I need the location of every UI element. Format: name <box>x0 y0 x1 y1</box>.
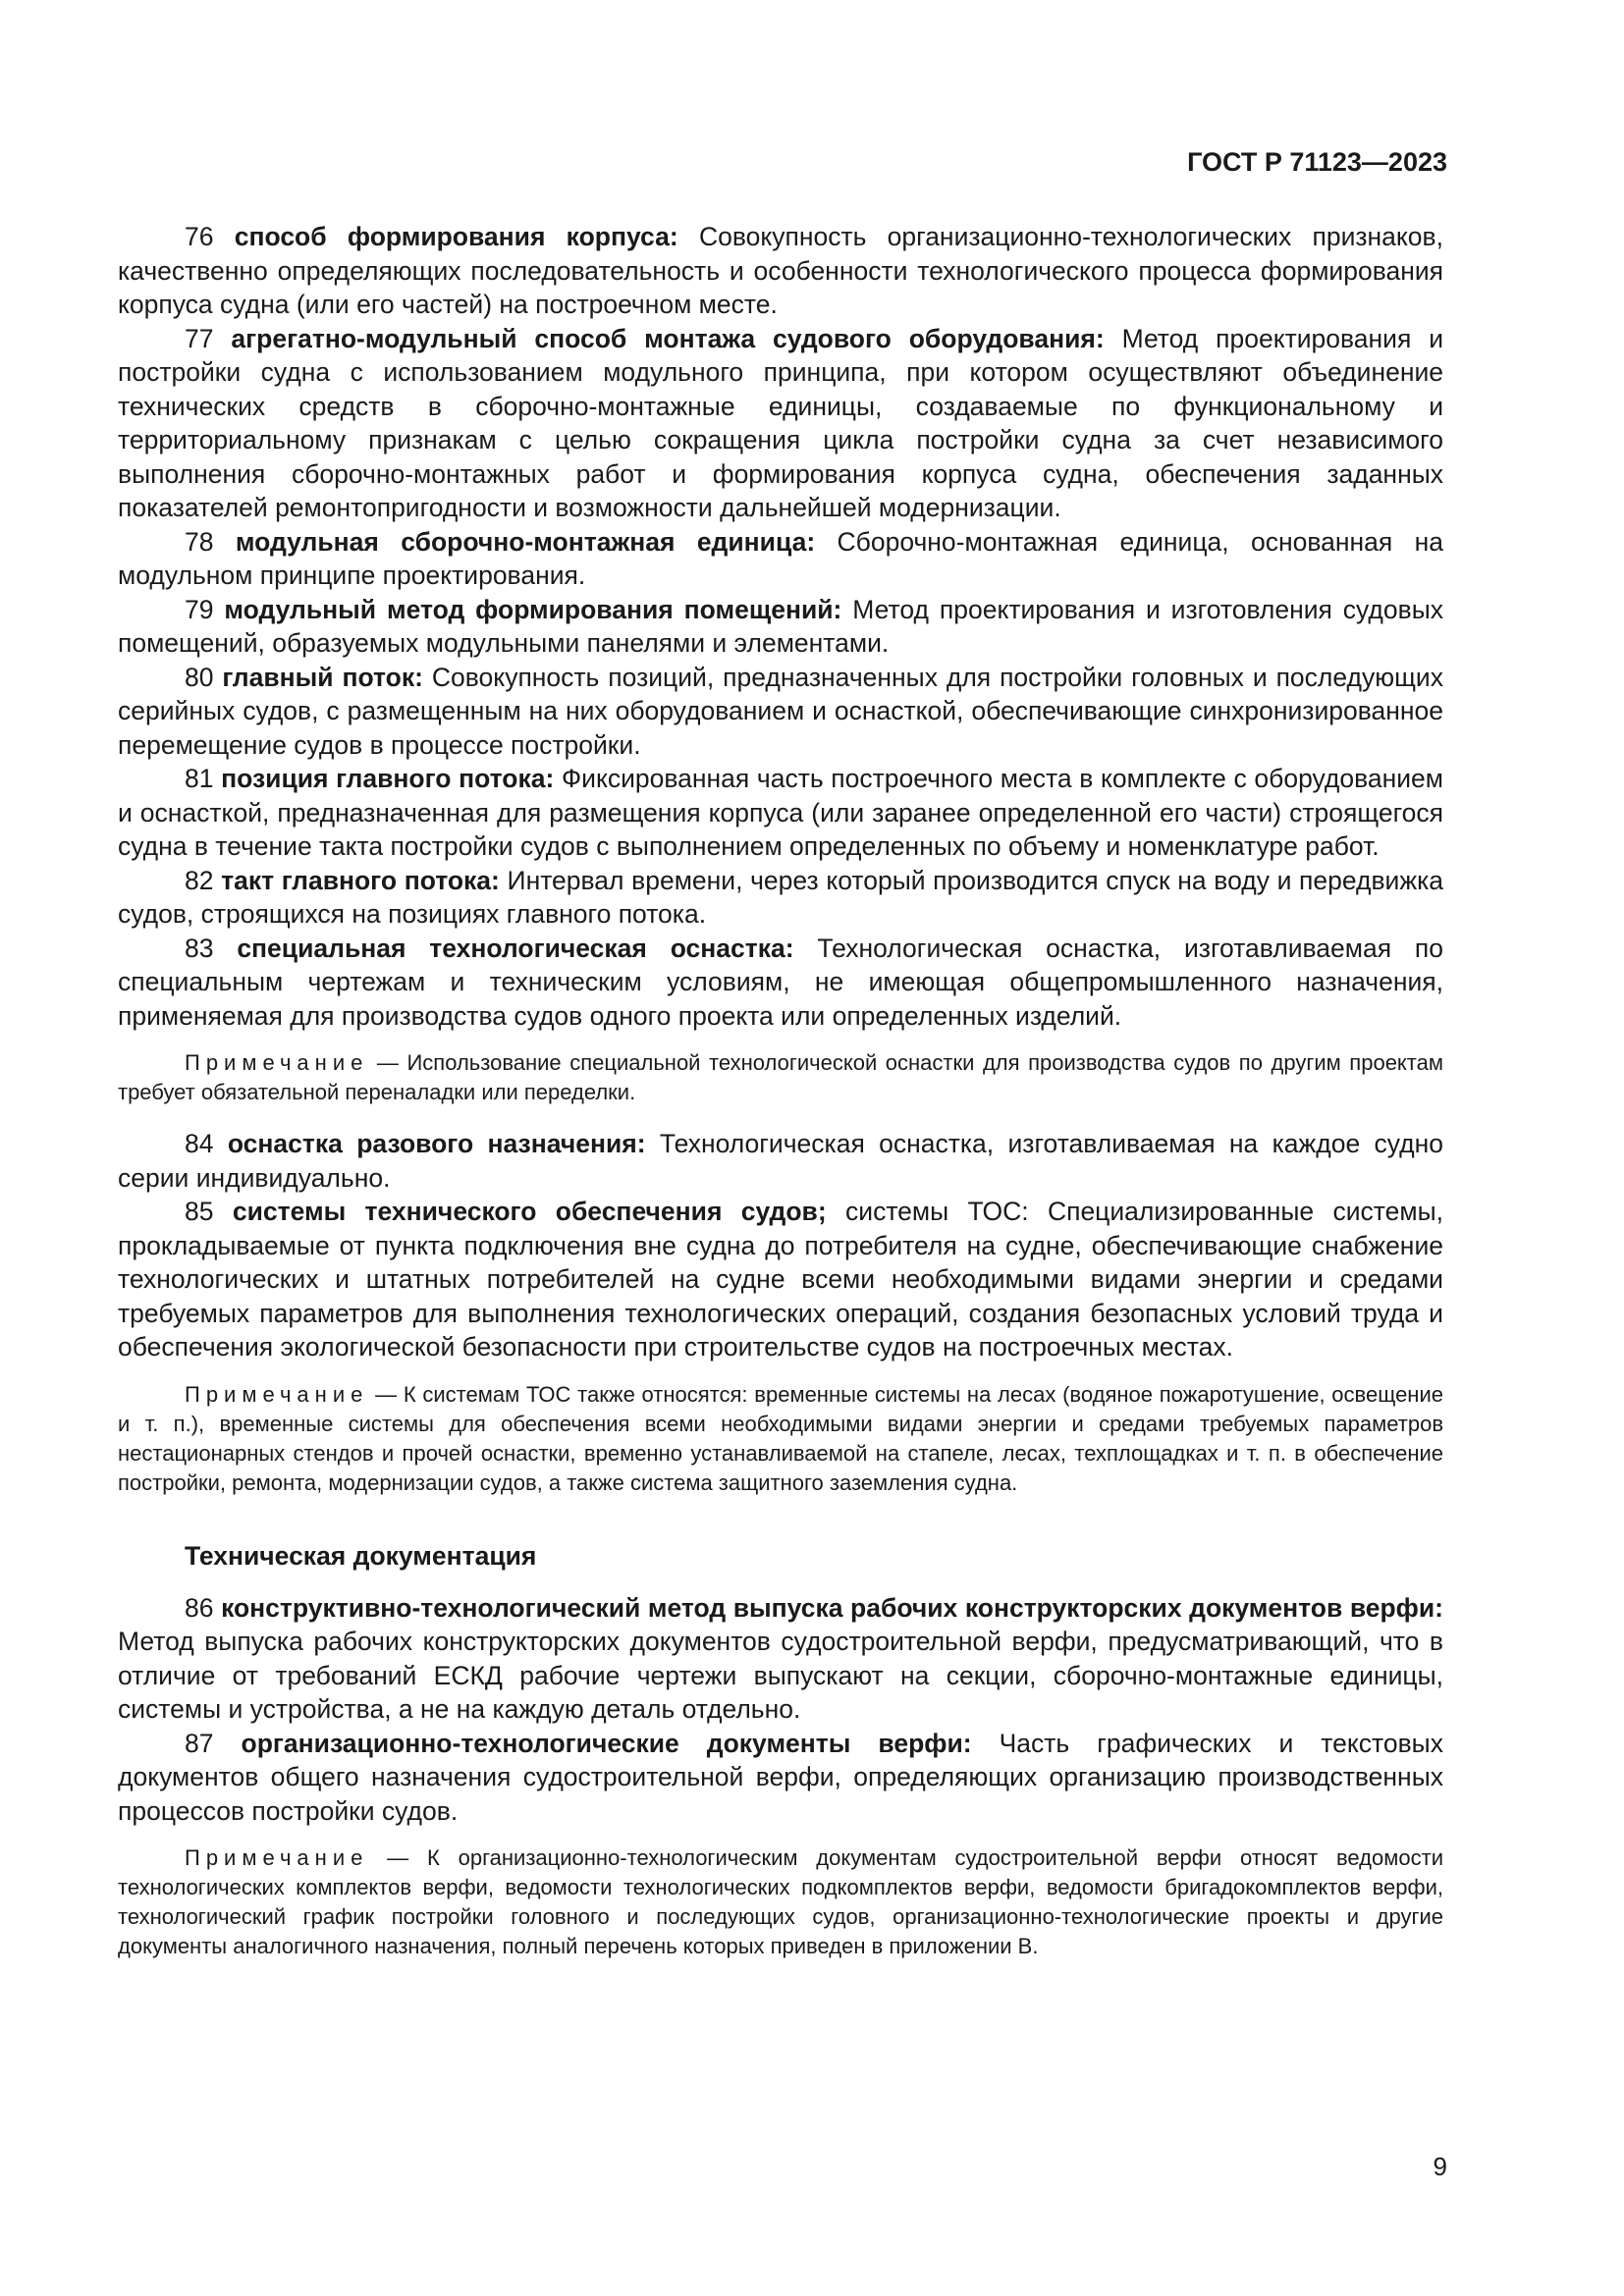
note-label: Примечание <box>185 1381 369 1407</box>
term-entry <box>118 762 1443 864</box>
term-entry <box>118 322 1443 525</box>
note-label: Примечание <box>185 1050 369 1075</box>
term-number: 77 <box>185 323 214 353</box>
term-entry <box>118 932 1443 1034</box>
term-number: 83 <box>185 933 214 963</box>
term-definition: Технологическая оснастка, изготавливаемая на каждое судно серии индивидуально. <box>118 1129 1443 1193</box>
term-definition: Метод проектирования и изготовления судовых помещений, образуемых модульными панелями и элементами. <box>118 594 1444 658</box>
term-number: 82 <box>185 865 214 895</box>
term-name: организационно-технологические документы верфи: <box>241 1728 972 1758</box>
term-definition: Совокупность позиций, предназначенных для постройки головных и последующих серийных судов, с размещенным на них оборудованием и оснасткой, обеспечивающие синхронизированное перемещение судов в процессе постройки. <box>118 662 1443 760</box>
note-label: Примечание <box>185 1845 369 1870</box>
section-heading: Техническая документация <box>185 1540 537 1571</box>
term-name: главный поток: <box>222 662 423 692</box>
term-name: специальная технологическая оснастка: <box>237 933 794 963</box>
term-number: 86 <box>185 1592 214 1623</box>
term-name: модульный метод формирования помещений: <box>224 594 842 624</box>
page-content <box>118 220 1443 1981</box>
term-name: позиция главного потока: <box>221 764 555 793</box>
note-text: — К системам ТОС также относятся: временные системы на лесах (водяное пожаротушение, освещение и т. п.), временные системы для обеспечения всеми необходимыми видами энергии и средами требуемых параметров нестационарных стендов и прочей оснастки, временно устанавливаемой на стапеле, лесах, техплощадках и т. п. в обеспечение постройки, ремонта, модернизации судов, а также система защитного заземления судна. <box>118 1381 1443 1495</box>
term-number: 81 <box>185 764 214 793</box>
term-definition: Интервал времени, через который производится спуск на воду и передвижка судов, строящихся на позициях главного потока. <box>118 865 1444 929</box>
note <box>118 1843 1443 1961</box>
term-entry <box>118 1195 1443 1364</box>
term-name: агрегатно-модульный способ монтажа судового оборудования: <box>231 323 1105 353</box>
term-number: 80 <box>185 662 214 692</box>
term-name: способ формирования корпуса: <box>234 222 678 251</box>
term-definition: Сборочно-монтажная единица, основанная на модульном принципе проектирования. <box>118 526 1443 590</box>
term-number: 87 <box>185 1728 214 1758</box>
term-number: 84 <box>185 1129 214 1158</box>
term-entry <box>118 661 1443 763</box>
term-name: системы технического обеспечения судов; <box>232 1197 827 1226</box>
term-name: модульная сборочно-монтажная единица: <box>235 526 816 557</box>
term-entry <box>118 864 1443 932</box>
term-name: такт главного потока: <box>221 865 500 895</box>
term-definition: Фиксированная часть построечного места в комплекте с оборудованием и оснасткой, предназначенная для размещения корпуса (или заранее определенной его части) строящегося судна в течение такта постройки судов с выполнением определенных по объему и номенклатуре работ. <box>118 764 1443 861</box>
note <box>118 1048 1443 1107</box>
term-definition: Метод выпуска рабочих конструкторских документов судостроительной верфи, предусматривающий, что в отличие от требований ЕСКД рабочие чертежи выпускают на секции, сборочно-монтажные единицы, системы и устройства, а не на каждую деталь отдельно. <box>118 1627 1443 1724</box>
term-definition: Технологическая оснастка, изготавливаемая по специальным чертежам и техническим условиям, не имеющая общепромышленного назначения, применяемая для производства судов одного проекта или определенных изделий. <box>118 933 1443 1031</box>
note-text: — К организационно-технологическим документам судостроительной верфи относят ведомости технологических комплектов верфи, ведомости технологических подкомплектов верфи, ведомости бригадокомплектов верфи, технологический график постройки головного и последующих судов, организационно-технологические проекты и другие документы аналогичного назначения, полный перечень которых приведен в приложении В. <box>118 1845 1443 1958</box>
note <box>118 1380 1443 1498</box>
term-entry <box>118 220 1443 322</box>
term-entry <box>118 1591 1443 1727</box>
term-definition: системы ТОС: Специализированные системы, прокладываемые от пункта подключения вне судна до потребителя на судне, обеспечивающие снабжение технологических и штатных потребителей на судне всеми необходимыми видами энергии и средами требуемых параметров для выполнения технологических операций, создания безопасных условий труда и обеспечения экологической безопасности при строительстве судов на построечных местах. <box>118 1197 1444 1362</box>
document-code: ГОСТ Р 71123—2023 <box>1187 147 1447 177</box>
page-number: 9 <box>1433 2152 1447 2181</box>
term-definition: Часть графических и текстовых документов общего назначения судостроительной верфи, определяющих организацию производственных процессов постройки судов. <box>118 1728 1443 1826</box>
term-number: 85 <box>185 1197 214 1226</box>
term-definition: Метод проектирования и постройки судна с использованием модульного принципа, при котором осуществляют объединение технических средств в сборочно-монтажные единицы, создаваемые по функциональному и территориальному признакам с целью сокращения цикла постройки судна за счет независимого выполнения сборочно-монтажных работ и формирования корпуса судна, обеспечения заданных показателей ремонтопригодности и возможности дальнейшей модернизации. <box>118 323 1443 522</box>
term-name: конструктивно-технологический метод выпуска рабочих конструкторских документов верфи: <box>221 1592 1443 1623</box>
term-number: 79 <box>185 594 214 624</box>
note-text: — Использование специальной технологической оснастки для производства судов по другим проектам требует обязательной переналадки или переделки. <box>118 1050 1443 1104</box>
term-entry <box>118 1127 1443 1195</box>
term-entry <box>118 525 1443 593</box>
term-number: 78 <box>185 526 214 557</box>
term-name: оснастка разового назначения: <box>227 1129 646 1158</box>
term-entry <box>118 593 1443 661</box>
term-number: 76 <box>185 222 214 251</box>
term-entry <box>118 1727 1443 1829</box>
term-definition: Совокупность организационно-технологических признаков, качественно определяющих последовательность и особенности технологического процесса формирования корпуса судна (или его частей) на построечном месте. <box>118 222 1443 319</box>
